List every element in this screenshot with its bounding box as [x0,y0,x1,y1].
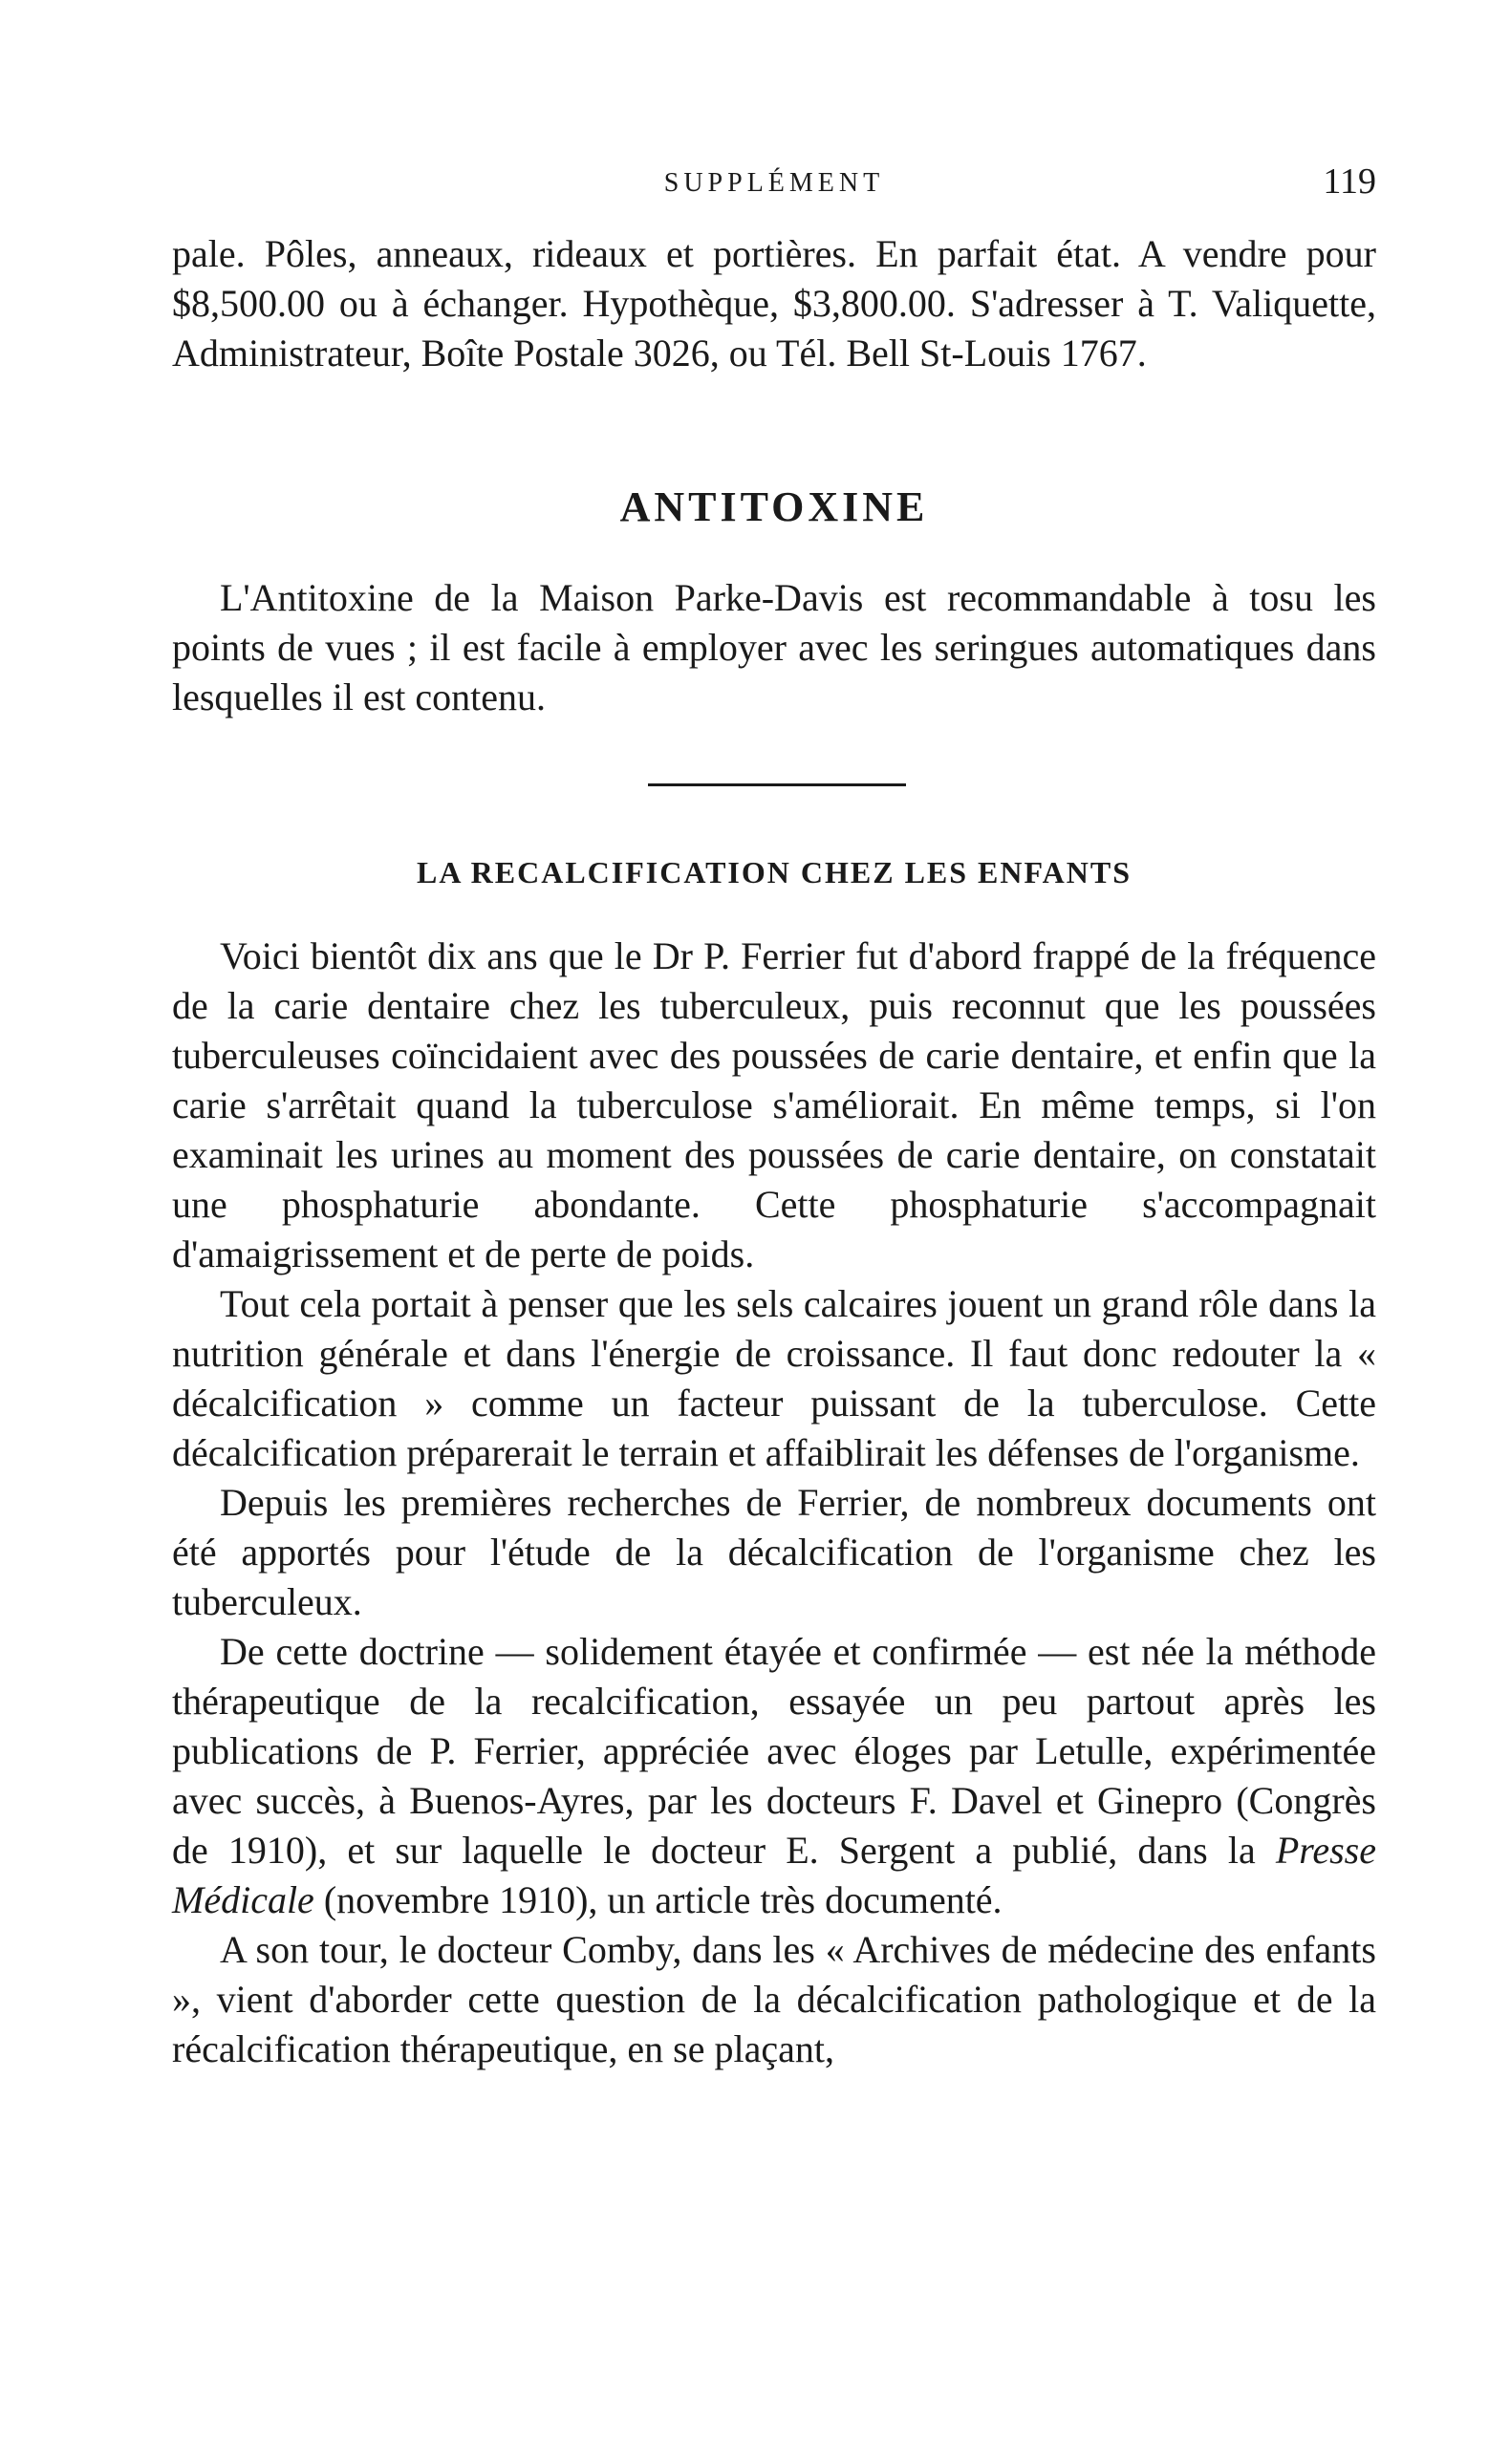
recalcification-paragraph-1: Voici bientôt dix ans que le Dr P. Ferrier fut d'abord frappé de la fréquence de la carie dentaire chez les tuberculeux, puis reconnut que les poussées tuberculeuses coïncidaient avec des poussées de carie dentaire, et enfin que la carie s'arrêtait quand la tuberculose s'améliorait. En même temps, si l'on examinait les urines au moment des poussées de carie dentaire, on constatait une phosphaturie abondante. Cette phosphaturie s'accompagnait d'amaigrissement et de perte de poids. [172,934,1376,1275]
recalcification-paragraph-3: Depuis les premières recherches de Ferrier, de nombreux documents ont été apportés pour l'étude de la décalcification de l'organisme chez les tuberculeux. [172,1481,1376,1623]
running-title: SUPPLÉMENT [663,168,885,198]
running-header [172,161,1376,208]
paragraph-4-text-a: De cette doctrine — solidement étayée et confirmée — est née la méthode thérapeutique de la recalcification, essayée un peu partout après les publications de P. Ferrier, appréciée avec éloges par Letulle, expérimentée avec succès, à Buenos-Ayres, par les docteurs F. Davel et Ginepro (Congrès de 1910), et sur laquelle le docteur E. Sergent a publié, dans la [172,1630,1376,1872]
recalcification-body [172,932,1376,2074]
recalcification-paragraph-4 [172,1627,1376,1925]
paragraph-4-text-b: (novembre 1910), un article très documenté. [313,1878,1003,1921]
intro-paragraph: pale. Pôles, anneaux, rideaux et portières. En parfait état. A vendre pour $8,500.00 ou à échanger. Hypothèque, $3,800.00. S'adresser à T. Valiquette, Administrateur, Boîte Postale 3026, ou Tél. Bell St-Louis 1767. [172,232,1376,375]
journal-title: Presse Médicale [172,1829,1376,1921]
recalcification-paragraph-2: Tout cela portait à penser que les sels calcaires jouent un grand rôle dans la nutrition générale et dans l'énergie de croissance. Il faut donc redouter la « décalcification » comme un facteur puissant de la tuberculose. Cette décalcification préparerait le terrain et affaiblirait les défenses de l'organisme. [172,1282,1376,1474]
recalcification-paragraph-5: A son tour, le docteur Comby, dans les « Archives de médecine des enfants », vient d'aborder cette question de la décalcification pathologique et de la récalcification thérapeutique, en se plaçant, [172,1928,1376,2070]
antitoxine-paragraph: L'Antitoxine de la Maison Parke-Davis est recommandable à tosu les points de vues ; il est facile à employer avec les seringues automatiques dans lesquelles il est contenu. [172,576,1376,718]
section-divider [648,783,906,786]
recalcification-heading: LA RECALCIFICATION CHEZ LES ENFANTS [416,855,1132,889]
antitoxine-heading: ANTITOXINE [619,483,929,530]
page-number: 119 [1323,161,1376,202]
